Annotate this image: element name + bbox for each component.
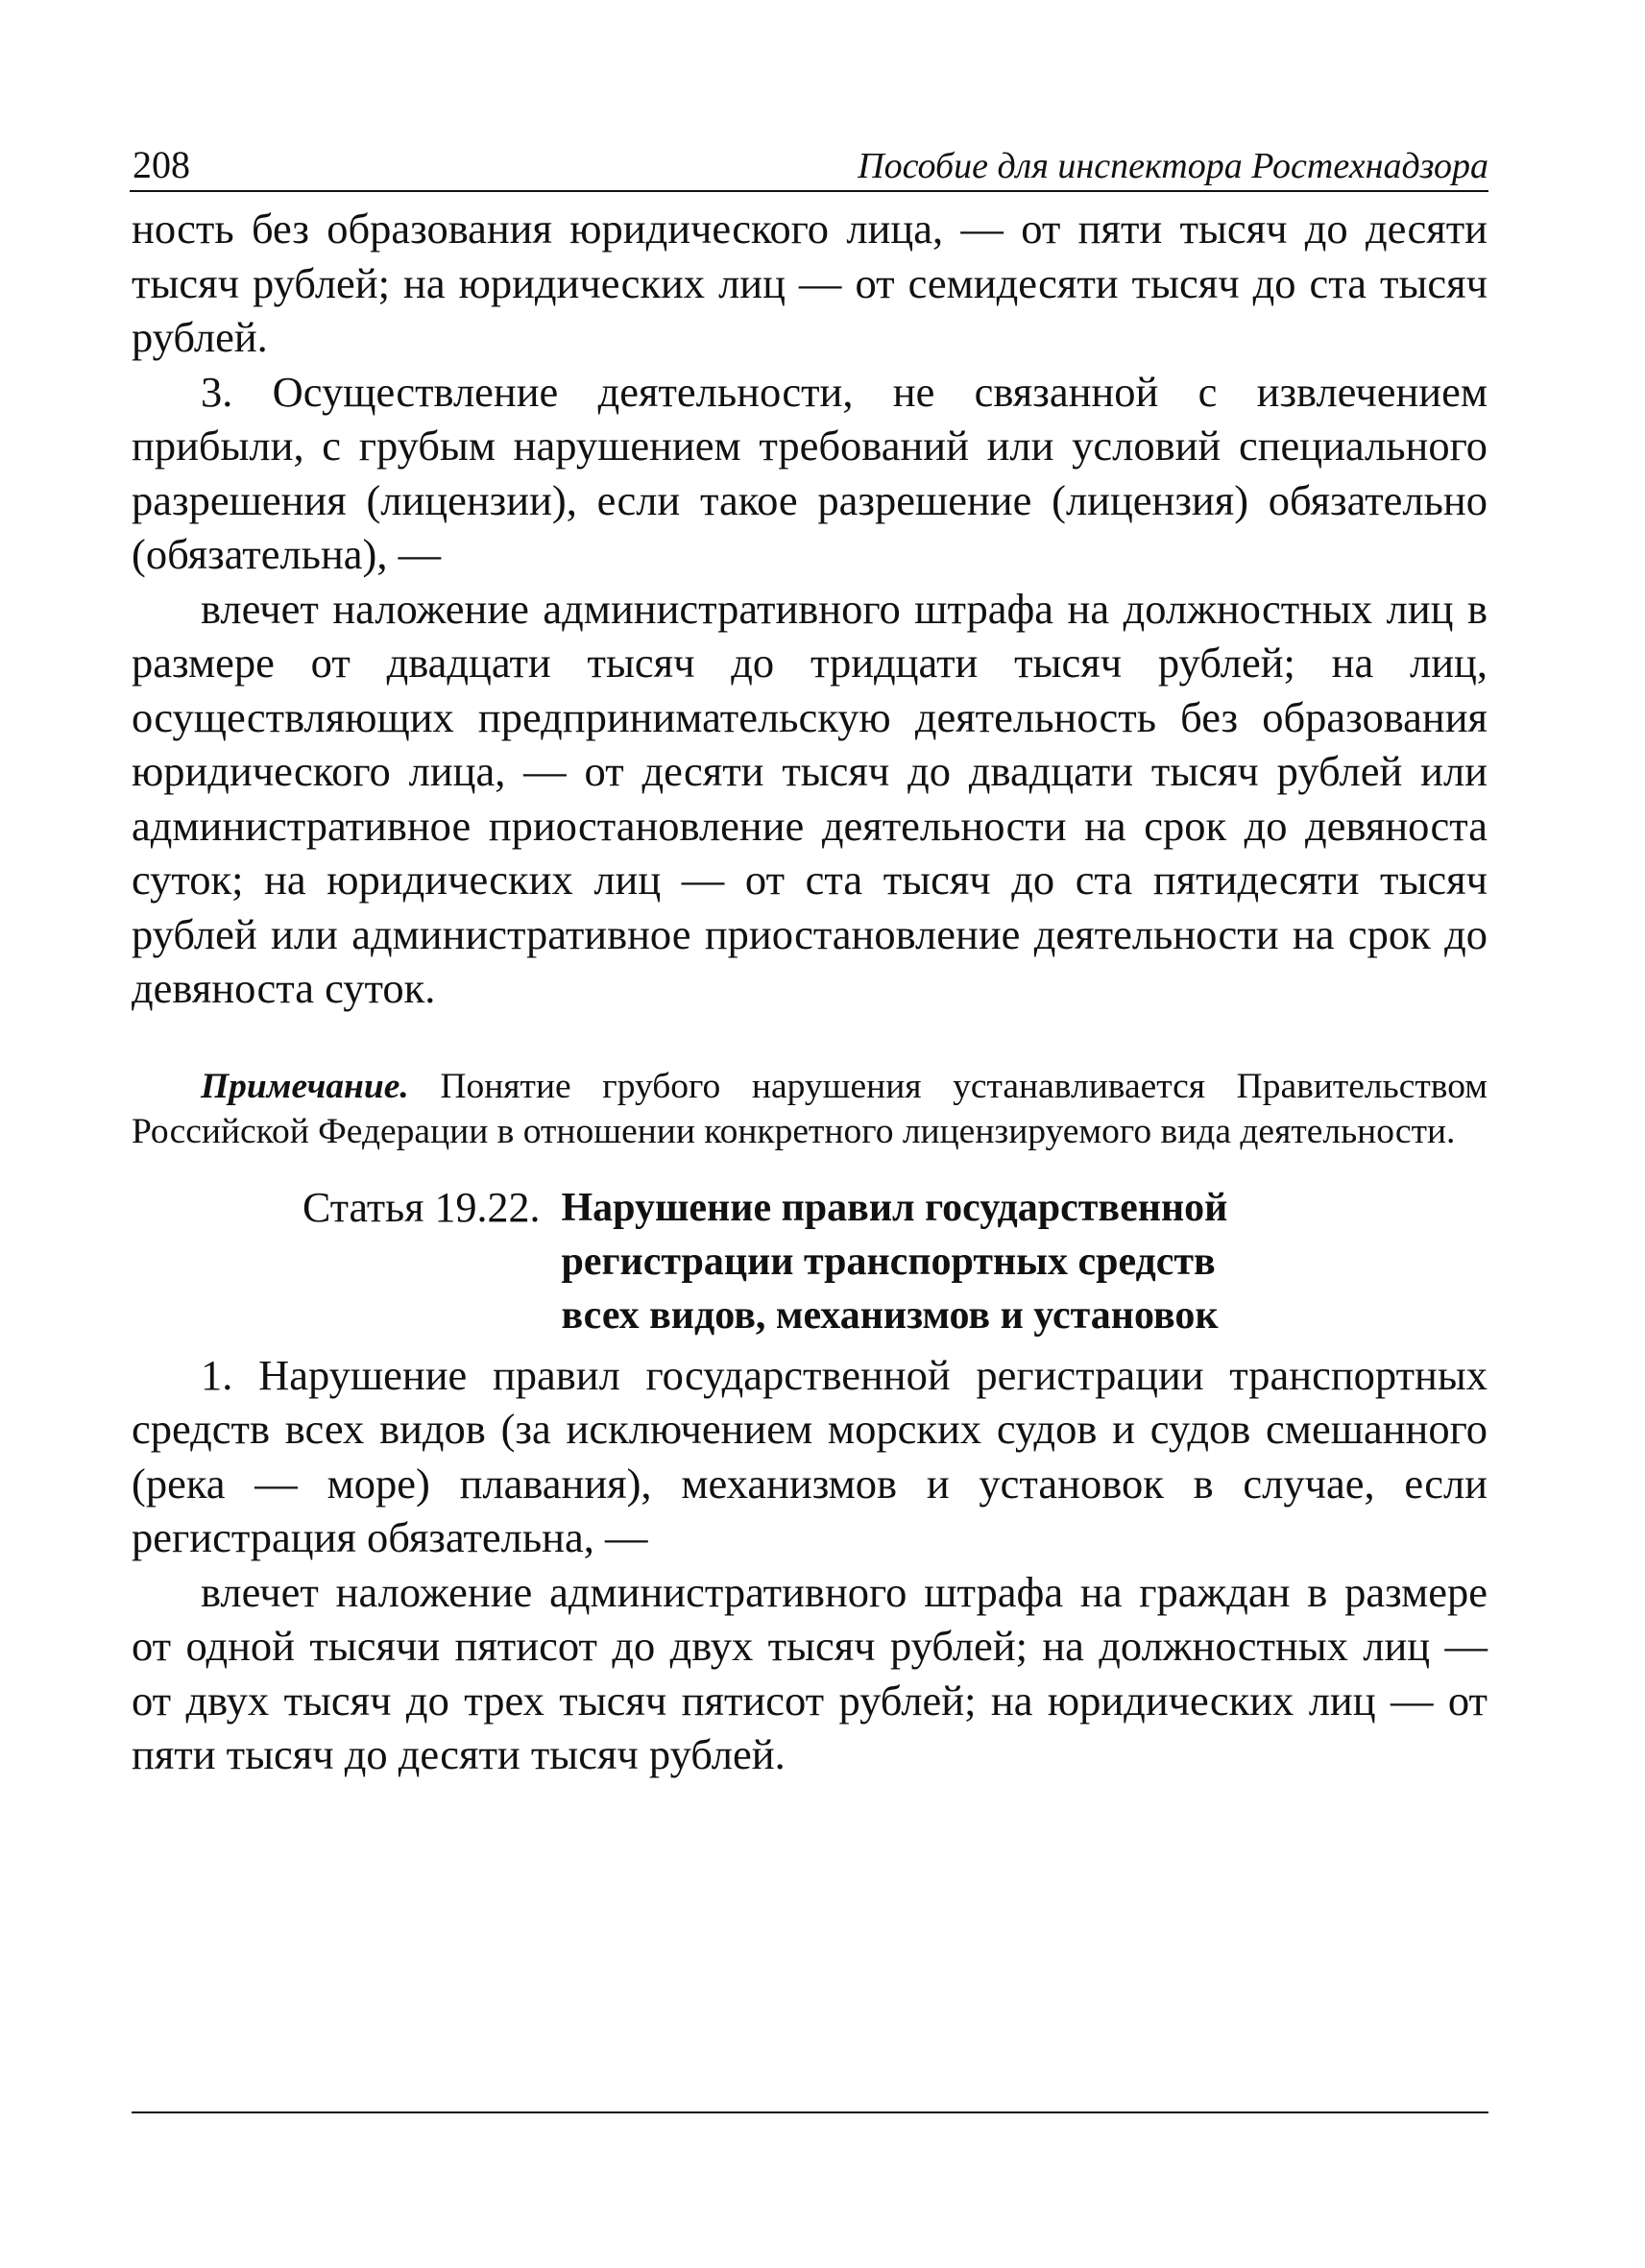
article-title-line-2: регистрации транспортных средств <box>561 1239 1216 1284</box>
note-text: Понятие грубого нарушения устанавливается Правительством Российской Федерации в отношении конкретного лицензируемого вида деятельности. <box>132 1066 1488 1151</box>
note <box>132 1064 1488 1154</box>
footer-rule <box>132 2111 1488 2113</box>
article-title <box>540 1181 1227 1342</box>
page-number: 208 <box>133 143 190 186</box>
paragraph-part-3: 3. Осуществление деятельности, не связанной с извлечением прибыли, с грубым нарушением требований или условий специального разрешения (лицензии), если такое разрешение (лицензия) обязательно (обязательна), — <box>132 367 1488 578</box>
article-heading <box>132 1181 1488 1342</box>
paragraph-article-part-1: 1. Нарушение правил государственной регистрации транспортных средств всех видов (за исключением морских судов и судов смешанного (река — море) плавания), механизмов и установок в случае, если регистрация обязательна, — <box>132 1350 1488 1561</box>
note-label: Примечание. <box>201 1066 409 1106</box>
article-title-line-1: Нарушение правил государственной <box>561 1185 1228 1230</box>
running-header <box>130 134 1488 192</box>
running-title: Пособие для инспектора Ростехнадзора <box>858 146 1488 186</box>
paragraph-penalty-part-1: влечет наложение административного штрафа на граждан в размере от одной тысячи пятисот до двух тысяч рублей; на должностных лиц — от двух тысяч до трех тысяч пятисот рублей; на юридических лиц — от пяти тысяч до десяти тысяч рублей. <box>132 1567 1488 1778</box>
paragraph-continuation: ность без образования юридического лица, — от пяти тысяч до десяти тысяч рублей; на юридических лиц — от семидесяти тысяч до ста тысяч рублей. <box>132 205 1488 361</box>
article-title-line-3: всех видов, механизмов и установок <box>561 1292 1219 1338</box>
body-text <box>132 202 1488 1782</box>
paragraph-penalty-part-3: влечет наложение административного штрафа на должностных лиц в размере от двадцати тысяч до тридцати тысяч рублей; на лиц, осуществляющих предпринимательскую деятельность без образования юридического лица, — от десяти тысяч до двадцати тысяч рублей или административное приостановление деятельности на срок до девяноста суток; на юридических лиц — от ста тысяч до ста пятидесяти тысяч рублей или административное приостановление деятельности на срок до девяноста суток. <box>132 584 1488 1012</box>
article-number: Статья 19.22. <box>302 1183 541 1231</box>
